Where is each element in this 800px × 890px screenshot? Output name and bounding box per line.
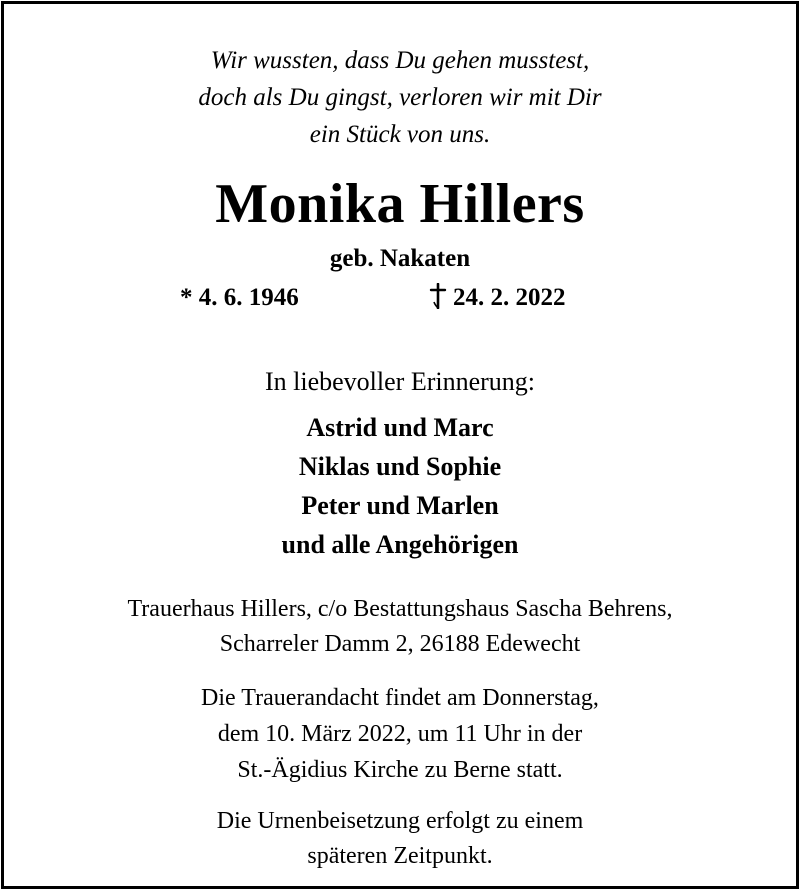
death-date-group [429, 280, 566, 316]
death-date: 24. 2. 2022 [453, 284, 566, 311]
life-dates [4, 280, 796, 316]
cross-icon [429, 283, 447, 309]
service-info [4, 680, 796, 788]
urn-line: Die Urnenbeisetzung erfolgt zu einem [216, 808, 584, 834]
mourners-list [4, 408, 796, 564]
birth-date: * 4. 6. 1946 [180, 284, 299, 311]
birth-name: geb. Nakaten [329, 245, 471, 272]
address-line: Trauerhaus Hillers, c/o Bestattungshaus Sascha Behrens, [127, 596, 673, 622]
quote-line: Wir wussten, dass Du gehen musstest, [210, 47, 590, 74]
quote-line: doch als Du gingst, verloren wir mit Dir [198, 84, 602, 111]
mourner-entry: und alle Angehörigen [281, 530, 519, 559]
memory-heading: In liebevoller Erinnerung: [264, 367, 536, 396]
urn-burial-info [4, 804, 796, 874]
service-line: St.-Ägidius Kirche zu Berne statt. [237, 757, 563, 783]
service-line: Die Trauerandacht findet am Donnerstag, [201, 685, 599, 711]
service-line: dem 10. März 2022, um 11 Uhr in der [217, 721, 583, 747]
deceased-name: Monika Hillers [215, 173, 585, 235]
mourner-entry: Astrid und Marc [306, 413, 494, 442]
urn-line: späteren Zeitpunkt. [307, 843, 493, 869]
mourner-entry: Peter und Marlen [301, 491, 499, 520]
mourning-house-address [4, 592, 796, 662]
quote-line: ein Stück von uns. [309, 121, 491, 148]
memorial-quote [4, 42, 796, 153]
obituary-notice [1, 1, 799, 889]
mourner-entry: Niklas und Sophie [298, 452, 502, 481]
address-line: Scharreler Damm 2, 26188 Edewecht [219, 631, 581, 657]
